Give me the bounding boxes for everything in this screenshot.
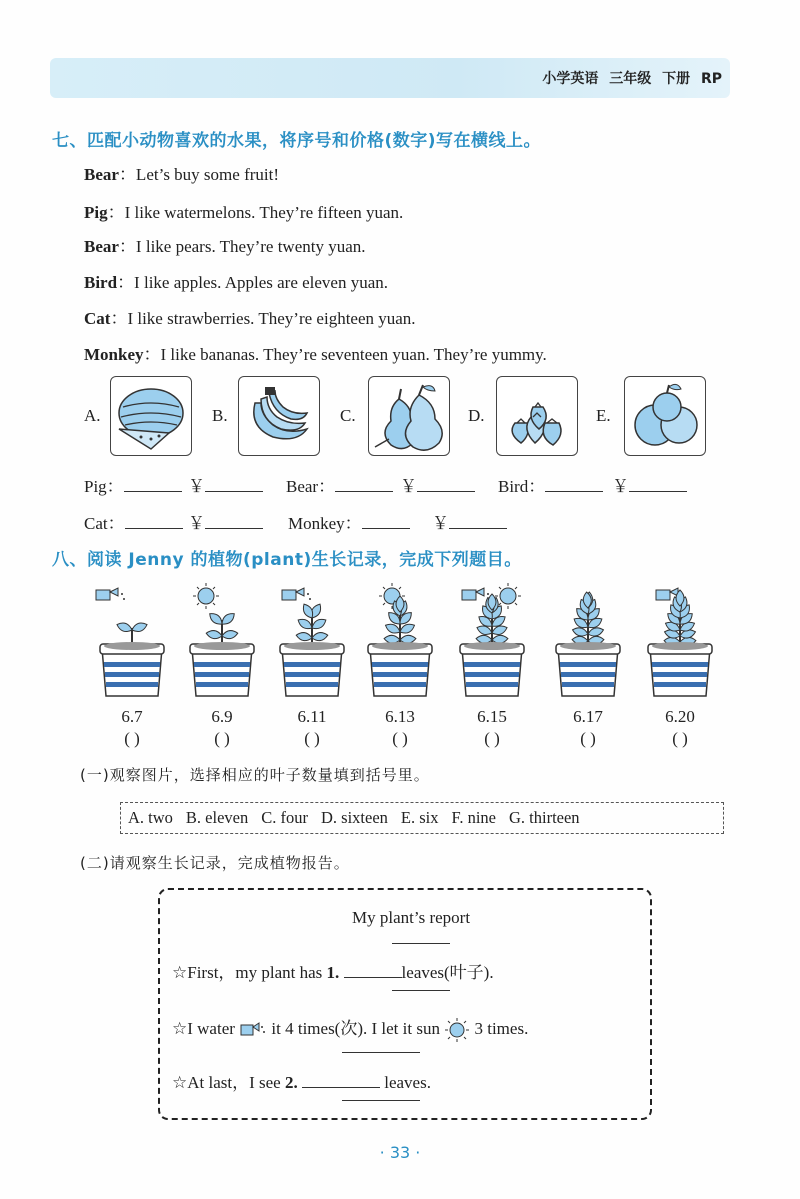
answer-blank[interactable] xyxy=(545,477,603,492)
page-number: · 33 · xyxy=(379,1143,421,1162)
option-letter: C. xyxy=(340,406,356,425)
price-blank[interactable] xyxy=(629,477,687,492)
date-label: 6.15 xyxy=(477,707,507,726)
option-letter: D. xyxy=(468,406,485,425)
answer-paren[interactable]: ( ) xyxy=(124,729,140,748)
date-label: 6.11 xyxy=(297,707,327,726)
pear-icon xyxy=(369,377,449,455)
choice: A. two xyxy=(128,808,173,827)
fill-row: Bear： xyxy=(286,472,393,497)
fill-row: ￥ xyxy=(188,509,263,534)
option-letter: B. xyxy=(212,406,228,425)
answer-blank[interactable] xyxy=(335,477,393,492)
fill-row: Pig： xyxy=(84,472,182,497)
banana-card xyxy=(238,376,320,456)
answer-paren[interactable]: ( ) xyxy=(392,729,408,748)
price-blank[interactable] xyxy=(449,514,507,529)
price-blank[interactable] xyxy=(417,477,475,492)
dialogue-line: Monkey：I like bananas. They’re seventeen yuan. They’re yummy. xyxy=(84,345,547,364)
answer-line-guide xyxy=(392,990,450,991)
answer-paren[interactable]: ( ) xyxy=(672,729,688,748)
date-label: 6.13 xyxy=(385,707,415,726)
header-title: 小学英语 三年级 下册 RP xyxy=(542,71,722,87)
answer-paren[interactable]: ( ) xyxy=(304,729,320,748)
fill-row: ￥ xyxy=(400,472,475,497)
report-line-2: ☆I water it 4 times(次). I let it sun 3 times. xyxy=(172,1014,528,1043)
fill-row: Bird： xyxy=(498,472,603,497)
fill-row: Cat： xyxy=(84,509,183,534)
pear-card xyxy=(368,376,450,456)
dialogue-line: Bear：I like pears. They’re twenty yuan. xyxy=(84,237,366,256)
date-label: 6.9 xyxy=(211,707,233,726)
answer-blank[interactable] xyxy=(362,514,410,529)
choice: E. six xyxy=(400,808,439,827)
choice: G. thirteen xyxy=(509,808,580,827)
strawberry-card xyxy=(496,376,578,456)
dialogue-line: Bear：Let’s buy some fruit! xyxy=(84,165,279,184)
choice: F. nine xyxy=(451,808,496,827)
dialogue-line: Cat：I like strawberries. They’re eighteen yuan. xyxy=(84,309,416,328)
choice: B. eleven xyxy=(185,808,249,827)
apple-card xyxy=(624,376,706,456)
answer-blank[interactable] xyxy=(344,963,402,978)
fill-row: Monkey： xyxy=(288,509,410,534)
date-label: 6.17 xyxy=(573,707,603,726)
dialogue-line: Bird：I like apples. Apples are eleven yuan. xyxy=(84,273,389,292)
watermelon-card xyxy=(110,376,192,456)
plant-growth-illustration xyxy=(90,578,740,703)
answer-line-guide xyxy=(342,1052,420,1053)
report-line-1: ☆First，my plant has 1. leaves(叶子). xyxy=(172,963,494,982)
strawberry-icon xyxy=(497,377,577,455)
dialogue-line: Pig：I like watermelons. They’re fifteen yuan. xyxy=(84,203,404,222)
part1-title: (一)观察图片，选择相应的叶子数量填到括号里。 xyxy=(80,766,430,784)
answer-paren[interactable]: ( ) xyxy=(580,729,596,748)
price-blank[interactable] xyxy=(205,514,263,529)
choice: D. sixteen xyxy=(320,808,388,827)
option-letter: E. xyxy=(596,406,611,425)
choice: C. four xyxy=(261,808,308,827)
section8-title: 八、阅读 Jenny 的植物(plant)生长记录，完成下列题目。 xyxy=(52,550,522,570)
answer-line-guide xyxy=(392,943,450,944)
fill-row: ￥ xyxy=(432,509,507,534)
date-label: 6.7 xyxy=(121,707,143,726)
fill-row: ￥ xyxy=(188,472,263,497)
report-title: My plant’s report xyxy=(352,908,471,927)
answer-blank[interactable] xyxy=(302,1073,380,1088)
answer-line-guide xyxy=(342,1100,420,1101)
watermelon-icon xyxy=(111,377,191,455)
answer-paren[interactable]: ( ) xyxy=(214,729,230,748)
report-line-3: ☆At last，I see 2. leaves. xyxy=(172,1073,431,1092)
section7-title: 七、匹配小动物喜欢的水果，将序号和价格(数字)写在横线上。 xyxy=(52,131,542,151)
answer-blank[interactable] xyxy=(125,514,183,529)
fill-row: ￥ xyxy=(612,472,687,497)
banana-icon xyxy=(239,377,319,455)
date-label: 6.20 xyxy=(665,707,695,726)
option-letter: A. xyxy=(84,406,101,425)
apple-icon xyxy=(625,377,705,455)
price-blank[interactable] xyxy=(205,477,263,492)
answer-paren[interactable]: ( ) xyxy=(484,729,500,748)
watering-can-icon xyxy=(239,1021,267,1039)
sun-icon xyxy=(444,1017,470,1043)
choices-box xyxy=(120,802,724,834)
answer-blank[interactable] xyxy=(124,477,182,492)
part2-title: (二)请观察生长记录，完成植物报告。 xyxy=(80,854,350,872)
